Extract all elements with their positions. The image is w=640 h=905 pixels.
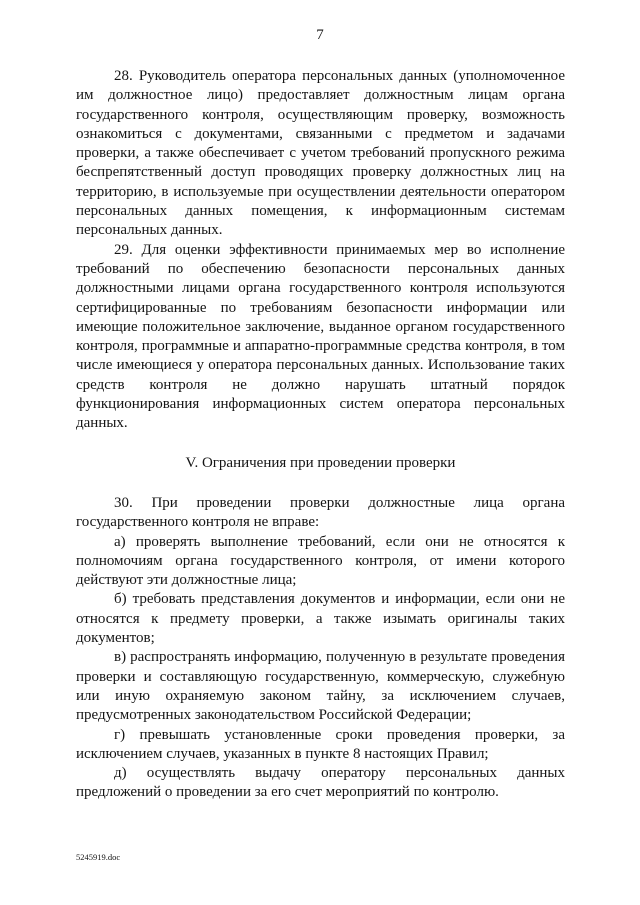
paragraph-28: 28. Руководитель оператора персональных данных (уполномоченное им должностное лицо) предоставляет должностным лицам органа государственного контроля, осуществляющим проверку, возможность ознакомиться с документами, связанными с предметом и задачами проверки, а также обеспечивает с учетом требований пропускного режима беспрепятственный доступ проводящих проверку должностных лиц на территорию, в используемые при осуществлении деятельности оператором персональных данных помещения, к информационным системам персональных данных.: [76, 68, 565, 239]
paragraph-29: 29. Для оценки эффективности принимаемых мер во исполнение требований по обеспечению безопасности персональных данных должностными лицами органа государственного контроля используются сертифицированные по требованиям безопасности информации или имеющие положительное заключение, выданное органом государственного контроля, программные и аппаратно-программные средства контроля, в том числе имеющиеся у оператора персональных данных. Использование таких средств контроля не должно нарушать штатный порядок функционирования информационных систем оператора персональных данных.: [76, 241, 565, 432]
section-heading: V. Ограничения при проведении проверки: [185, 454, 456, 471]
paragraph-30-item-b: б) требовать представления документов и информации, если они не относятся к предмету проверки, а также изымать оригиналы таких документов;: [76, 591, 565, 647]
paragraph-30-item-d: г) превышать установленные сроки проведения проверки, за исключением случаев, указанных в пункте 8 настоящих Правил;: [76, 726, 565, 762]
paragraph-30-intro: 30. При проведении проверки должностные лица органа государственного контроля не вправе:: [76, 494, 565, 531]
document-body: [76, 67, 565, 803]
page-number: 7: [316, 27, 324, 43]
paragraph-30-item-c: в) распространять информацию, полученную в результате проведения проверки и составляющую государственную, коммерческую, служебную или иную охраняемую законом тайну, за исключением случаев, предусмотренных законодательством Российской Федерации;: [76, 649, 565, 724]
paragraph-30-item-e: д) осуществлять выдачу оператору персональных данных предложений о проведении за его счет мероприятий по контролю.: [76, 765, 565, 801]
paragraph-30-item-a: а) проверять выполнение требований, если они не относятся к полномочиям органа государственного контроля, от имени которого действуют эти должностные лица;: [76, 533, 565, 589]
footer-filename: 5245919.doc: [76, 852, 121, 862]
